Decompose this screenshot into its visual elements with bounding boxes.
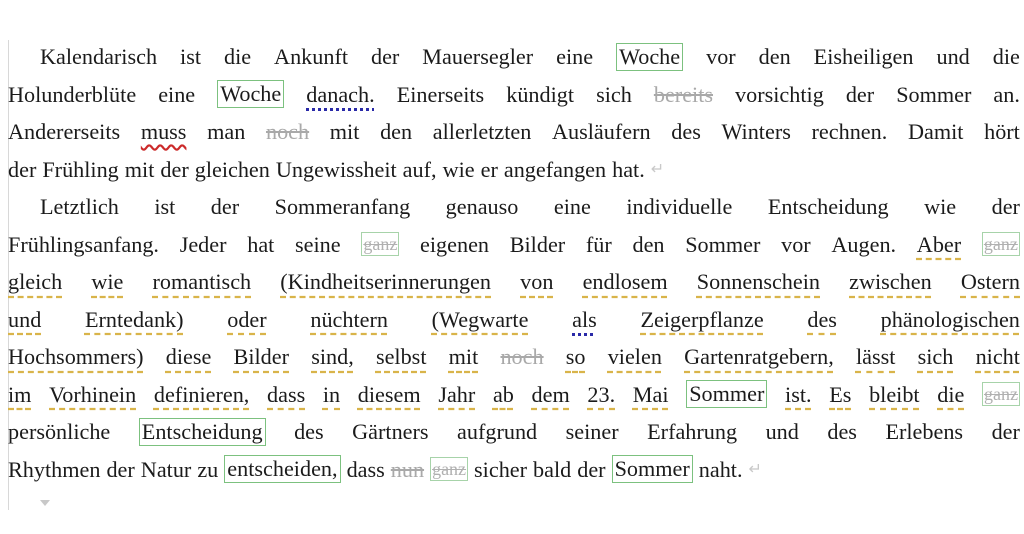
word: des [827, 419, 857, 444]
deleted-word: nun [390, 456, 425, 482]
word: definieren, [153, 381, 250, 407]
word: Sonnenschein [696, 269, 820, 294]
word: der [577, 456, 606, 482]
word: Gärtners [352, 419, 429, 444]
word: eine [158, 81, 196, 107]
word: der [370, 44, 400, 69]
word: vor [706, 44, 736, 69]
word: Jahr [438, 381, 476, 407]
word: Zeigerpflanze [640, 306, 764, 332]
word: für [585, 231, 612, 257]
deleted-word: noch [265, 119, 310, 144]
word: und [765, 419, 799, 444]
word: er [480, 156, 498, 182]
word: Hochsommers) [8, 344, 144, 369]
word: der [8, 156, 37, 182]
word: diesem [357, 381, 421, 407]
highlighted-word: Sommer [612, 455, 693, 483]
word: gleichen [194, 156, 270, 182]
word: Kalendarisch [40, 44, 158, 69]
text-line [8, 113, 1020, 151]
word: Letztlich [40, 194, 119, 219]
word: Mauersegler [422, 44, 534, 69]
word: Entscheidung [767, 194, 889, 219]
word: wie [924, 194, 957, 219]
page-break-marker-icon [40, 500, 50, 506]
word: den [380, 119, 413, 144]
word: muss [140, 119, 187, 144]
word: ist. [785, 381, 812, 407]
word: Ungewissheit [275, 156, 397, 182]
word: eine [556, 44, 594, 69]
document-body[interactable] [8, 38, 1020, 488]
word: bleibt [869, 381, 920, 407]
word: Einerseits [396, 81, 485, 107]
word: seine [295, 231, 341, 257]
word: angefangen [503, 156, 607, 182]
word: Erlebens [885, 419, 964, 444]
word: eigenen [420, 231, 490, 257]
word: zu [197, 456, 219, 482]
word: und [936, 44, 970, 69]
text-line [8, 188, 1020, 226]
text-line [8, 76, 1020, 114]
deleted-word: ganz [432, 459, 467, 480]
word: zwischen [849, 269, 932, 294]
deleted-word: ganz [363, 234, 398, 255]
deleted-word: noch [500, 344, 544, 369]
word: auf, [402, 156, 437, 182]
word: an. [993, 81, 1020, 107]
word: im [8, 381, 32, 407]
text-line [8, 263, 1020, 301]
word: mit [329, 119, 360, 144]
word: phänologischen [880, 306, 1020, 332]
word: wie [442, 156, 475, 182]
word: des [807, 306, 837, 332]
word: mit [124, 156, 155, 182]
word: sich [917, 344, 954, 369]
highlighted-word: Sommer [686, 380, 767, 408]
word: Sommer [685, 231, 761, 257]
word: Sommeranfang [274, 194, 411, 219]
word: nüchtern [310, 306, 388, 332]
text-line [8, 301, 1020, 339]
word: rechnen. [811, 119, 888, 144]
word: romantisch [152, 269, 252, 294]
word: sind, [311, 344, 354, 369]
word: Ausläufern [552, 119, 651, 144]
word: die [992, 44, 1020, 69]
word: den [758, 44, 791, 69]
word: Eisheiligen [813, 44, 914, 69]
word: persönliche [8, 419, 111, 444]
word: endlosem [582, 269, 668, 294]
word: seiner [565, 419, 619, 444]
word: Sommer [896, 81, 972, 107]
highlighted-word: Entscheidung [139, 418, 266, 446]
word: vor [781, 231, 811, 257]
word: Natur [140, 456, 192, 482]
word: Andererseits [8, 119, 121, 144]
word: der [845, 81, 875, 107]
deleted-word: ganz [984, 384, 1018, 405]
text-line [8, 413, 1020, 451]
highlighted-word: entscheiden, [224, 455, 340, 483]
word: in [322, 381, 341, 407]
word: eine [553, 194, 591, 219]
text-line [8, 38, 1020, 76]
text-line [8, 338, 1020, 376]
word: der [991, 194, 1020, 219]
word: hat [247, 231, 275, 257]
text-line [8, 226, 1020, 264]
word: bald [533, 456, 572, 482]
deleted-word: ganz [983, 234, 1018, 255]
word: naht. [698, 456, 743, 482]
word: Ankunft [274, 44, 348, 69]
word: (Wegwarte [431, 306, 529, 332]
word: man [207, 119, 246, 144]
word: individuelle [626, 194, 733, 219]
word: ist [154, 194, 176, 219]
word: Vorhinein [49, 381, 137, 407]
word: Damit [907, 119, 964, 144]
word: hat. [612, 156, 645, 182]
text-line [8, 376, 1020, 414]
word: Frühling [42, 156, 119, 182]
word: Aber [916, 231, 962, 257]
word: Ostern [960, 269, 1020, 294]
text-line [8, 151, 1020, 189]
deleted-word: bereits [653, 81, 714, 107]
word: die [937, 381, 965, 407]
word: oder [227, 306, 267, 332]
word: Mai [632, 381, 669, 407]
word: sicher [474, 456, 528, 482]
word: den [632, 231, 665, 257]
word: lässt [855, 344, 896, 369]
word: mit [448, 344, 479, 369]
word: 23. [587, 381, 616, 407]
word: des [671, 119, 701, 144]
word: vorsichtig [735, 81, 824, 107]
word: gleich [8, 269, 63, 294]
word: dem [531, 381, 570, 407]
word: hört [984, 119, 1020, 144]
highlighted-word: Woche [217, 80, 284, 108]
word: allerletzten [432, 119, 532, 144]
word: Es [829, 381, 852, 407]
word: Erfahrung [647, 419, 738, 444]
word: Bilder [509, 231, 566, 257]
word: der [106, 456, 135, 482]
word: der [160, 156, 189, 182]
paragraph-mark-icon: ↵ [650, 160, 665, 178]
word: Rhythmen [8, 456, 101, 482]
word: die [223, 44, 252, 69]
word: von [520, 269, 554, 294]
text-line [8, 451, 1020, 489]
word: als [572, 306, 597, 332]
word: Frühlingsanfang. [8, 231, 159, 257]
word: der [991, 419, 1020, 444]
word: vielen [607, 344, 662, 369]
word: dass [346, 456, 385, 482]
word: so [565, 344, 586, 369]
word: der [210, 194, 240, 219]
word: genauso [445, 194, 519, 219]
word: ab [492, 381, 514, 407]
word: dass [267, 381, 306, 407]
word: danach. [306, 81, 375, 107]
word: ist [180, 44, 201, 69]
word: wie [91, 269, 124, 294]
word: kündigt [506, 81, 575, 107]
word: Bilder [233, 344, 290, 369]
word: Winters [721, 119, 791, 144]
word: Jeder [179, 231, 227, 257]
word: Augen. [831, 231, 897, 257]
highlighted-word: Woche [616, 43, 683, 71]
word: aufgrund [457, 419, 538, 444]
word: und [8, 306, 42, 332]
word: Holunderblüte [8, 81, 137, 107]
word: Gartenratgebern, [684, 344, 834, 369]
word: Erntedank) [84, 306, 184, 332]
word: sich [596, 81, 632, 107]
word: nicht [975, 344, 1020, 369]
word: des [294, 419, 324, 444]
word: (Kindheitserinnerungen [280, 269, 491, 294]
word: selbst [375, 344, 427, 369]
word: diese [165, 344, 212, 369]
paragraph-mark-icon: ↵ [748, 460, 762, 478]
